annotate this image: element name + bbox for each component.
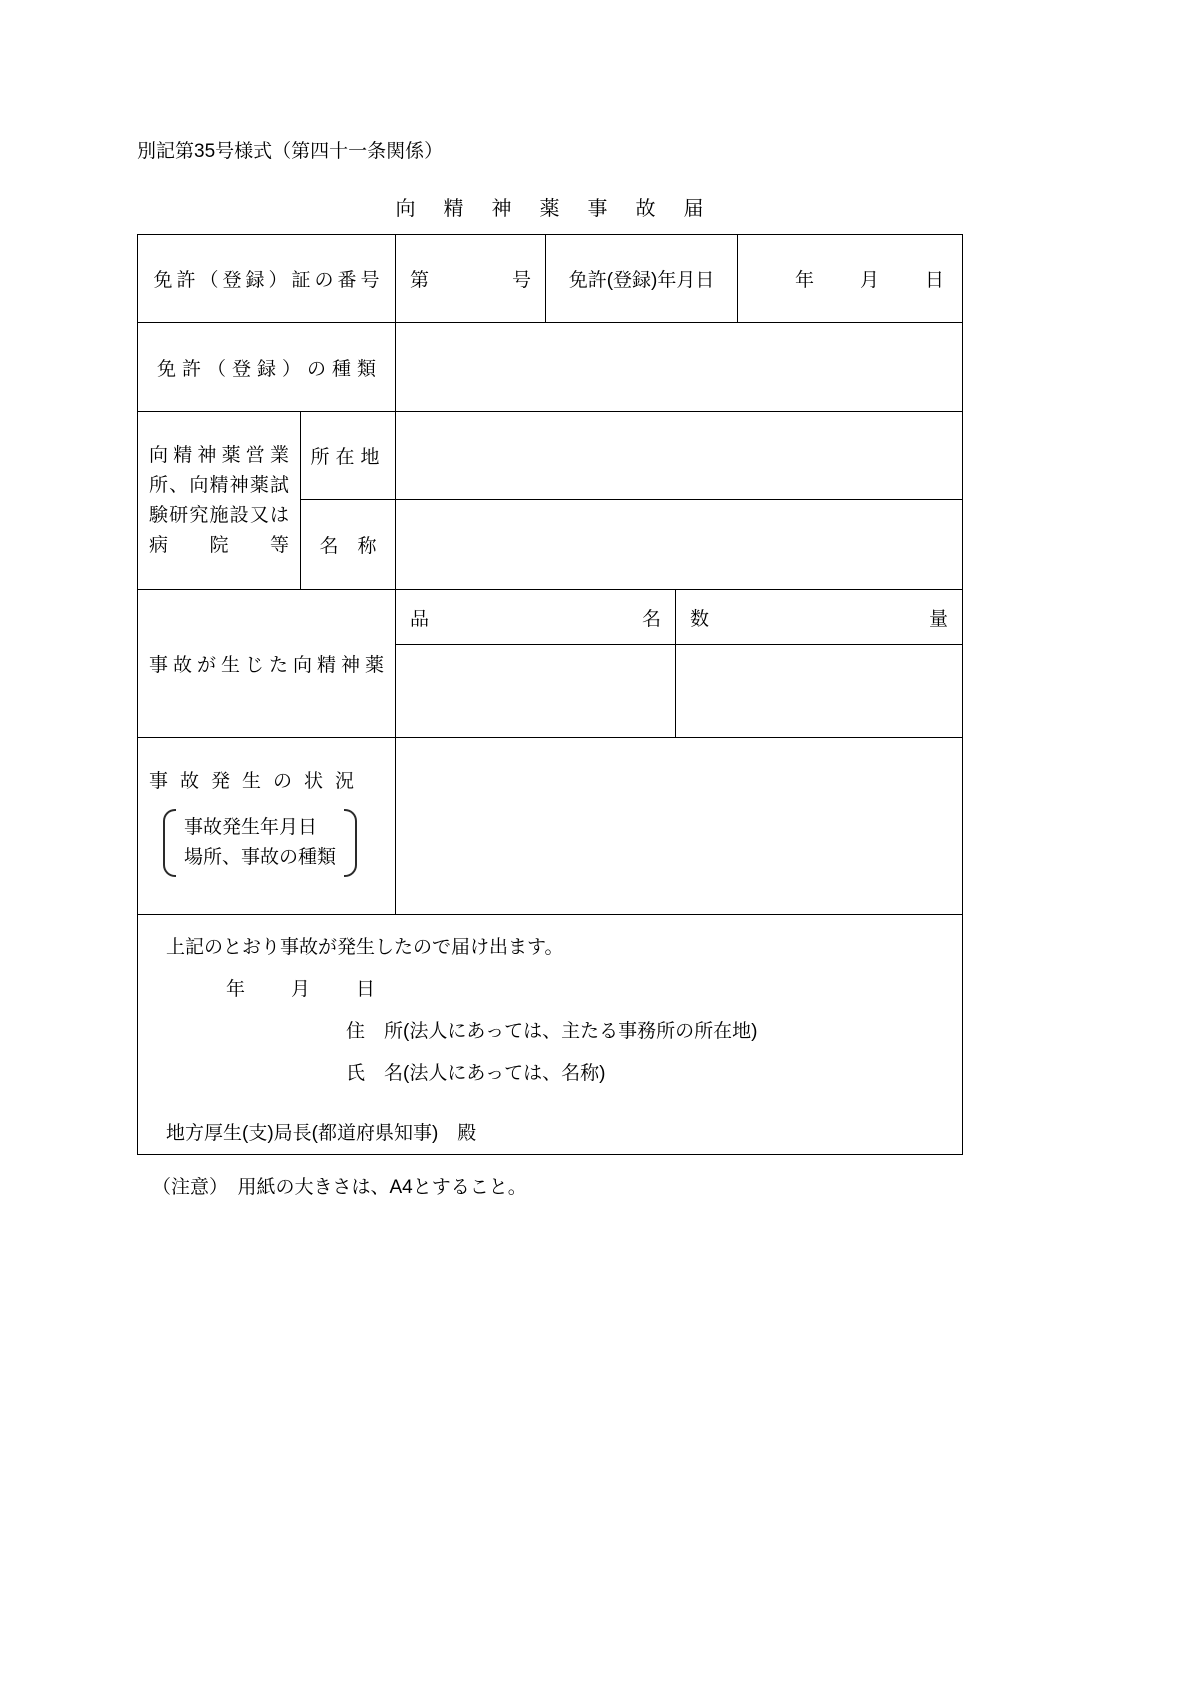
row-license-type <box>138 323 963 412</box>
bracket-right-icon <box>344 809 357 877</box>
statement-text: 上記のとおり事故が発生したので届け出ます。 <box>166 937 564 958</box>
accident-note-line2: 場所、事故の種類 <box>184 847 337 868</box>
license-date-label: 免許(登録)年月日 <box>546 235 738 323</box>
form-number-label: 別記第35号様式（第四十一条関係） <box>137 141 444 162</box>
accident-note-text <box>176 809 344 877</box>
year-label: 年 <box>794 270 814 291</box>
document-title: 向精神薬事故届 <box>395 198 732 220</box>
quantity-right-label: 量 <box>929 608 949 630</box>
day-label: 日 <box>925 270 945 291</box>
statement-month-label: 月 <box>291 979 311 1000</box>
statement-recipient: 地方厚生(支)局長(都道府県知事) 殿 <box>166 1123 477 1144</box>
item-name-right-label: 名 <box>642 608 662 630</box>
accident-status-label: 事故発生の状況 <box>149 771 367 792</box>
accident-note-line1: 事故発生年月日 <box>184 817 318 838</box>
row-license-number <box>138 235 963 323</box>
accident-note <box>163 809 357 877</box>
accident-description-field <box>396 738 963 915</box>
number-prefix-label: 第 <box>410 270 430 291</box>
license-number-field <box>396 235 546 323</box>
document-content <box>137 0 962 1201</box>
row-accident-status <box>138 738 963 915</box>
facility-address-field <box>396 412 963 500</box>
row-drug-headers <box>138 590 963 645</box>
accident-status-cell <box>138 738 396 915</box>
facility-name-field <box>396 500 963 590</box>
facility-address-label: 所在地 <box>301 412 396 500</box>
row-statement <box>138 915 963 1155</box>
form-table <box>137 234 963 1155</box>
license-type-field <box>396 323 963 412</box>
accident-drug-label: 事故が生じた向精神薬 <box>138 590 396 738</box>
statement-date-line <box>226 977 942 1003</box>
quantity-left-label: 数 <box>690 608 710 630</box>
item-name-field <box>396 645 676 738</box>
item-name-left-label: 品 <box>410 608 430 630</box>
statement-year-label: 年 <box>226 979 246 1000</box>
quantity-field <box>676 645 963 738</box>
item-name-header <box>396 590 676 645</box>
facility-label: 向精神薬営業所、向精神薬試験研究施設又は病院等 <box>138 412 301 590</box>
statement-day-label: 日 <box>356 979 376 1000</box>
quantity-header <box>676 590 963 645</box>
quantity-header-text <box>676 604 962 631</box>
month-label: 月 <box>859 270 879 291</box>
bracket-left-icon <box>163 809 176 877</box>
license-number-blank <box>396 265 545 292</box>
license-date-field <box>738 235 963 323</box>
statement-address-line: 住 所(法人にあっては、主たる事務所の所在地) <box>346 1021 758 1042</box>
license-type-label: 免許（登録）の種類 <box>138 323 396 412</box>
license-date-blank <box>738 265 962 292</box>
row-facility-address <box>138 412 963 500</box>
number-suffix-label: 号 <box>512 270 532 291</box>
footer-note: （注意） 用紙の大きさは、A4とすること。 <box>152 1177 527 1198</box>
statement-cell <box>138 915 963 1155</box>
facility-name-label: 名 称 <box>301 500 396 590</box>
license-number-label: 免許（登録）証の番号 <box>138 235 396 323</box>
statement-name-line: 氏 名(法人にあっては、名称) <box>346 1063 606 1084</box>
item-name-header-text <box>396 604 675 631</box>
